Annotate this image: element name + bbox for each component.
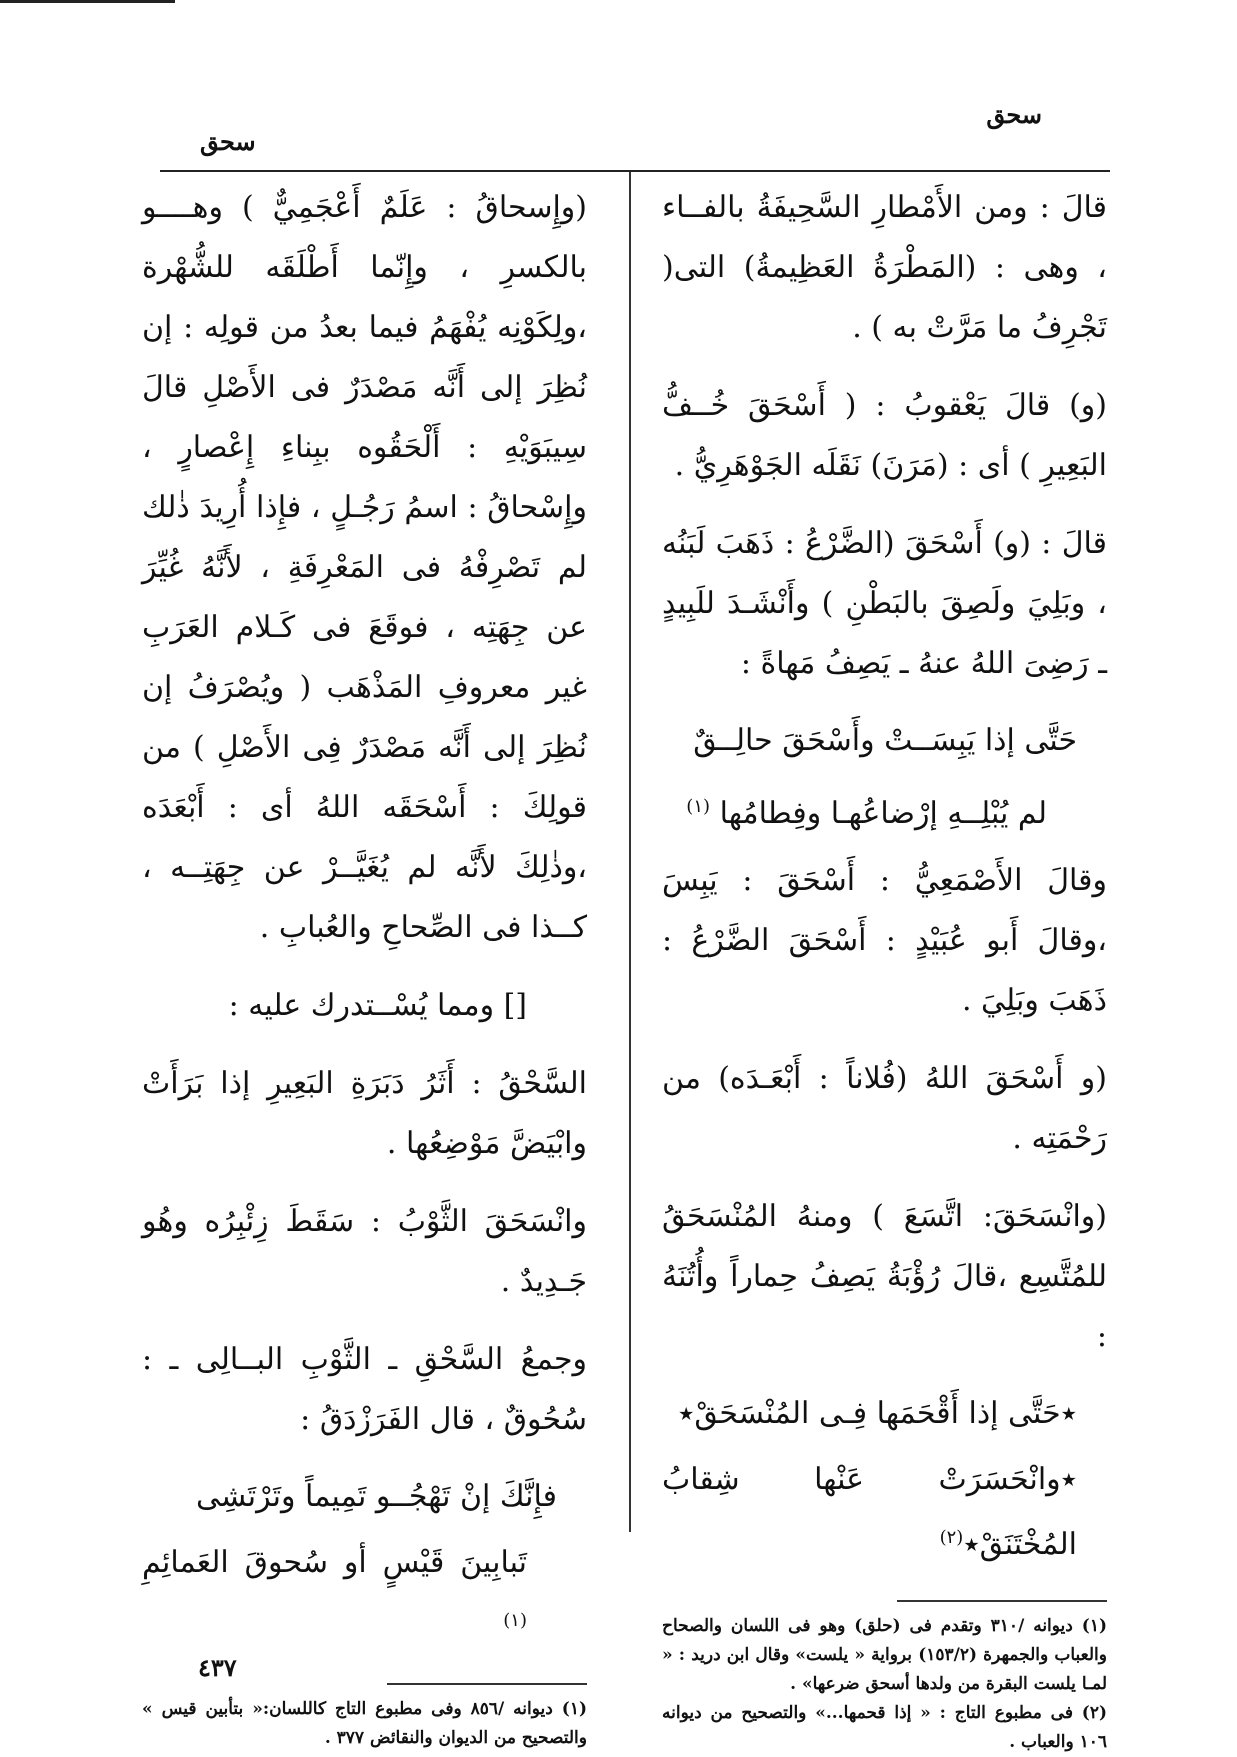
column-divider (629, 172, 631, 1532)
running-head-right: سحق (986, 100, 1042, 129)
page-number: ٤٣٧ (198, 1653, 237, 1682)
running-head-left: سحق (200, 127, 256, 156)
paragraph: (و أَسْحَقَ اللهُ (فُلاناً : أَبْعَـدَه) من رَحْمَتِه . (662, 1061, 1107, 1156)
verse-line: فإِنَّكَ إنْ تَهْجُــو تَمِيماً وتَرْتَشِى (196, 1479, 557, 1514)
footnote: (١) ديوانه /٣١٠ وتقدم فى (حلق) وهو فى اللسان والصحاح والعباب والجمهرة (١٥٣/٢) برواية « يلست» وقال ابن دريد : « لمـا يلست البقرة من ولدها أسحق ضرعها» . (662, 1616, 1107, 1694)
paragraph: وانْسَحَقَ الثَّوْبُ : سَقَطَ زِئْبِرُه وهُو جَـدِيدٌ . (142, 1204, 587, 1299)
header-rule (160, 170, 1110, 172)
verse-text: لم يُبْلِــهِ إرْضاعُهـا وفِطامُها (719, 796, 1047, 831)
verse-line (142, 1534, 587, 1657)
footnote-ref: (١) (503, 1610, 527, 1631)
verse-line: ٭حَتَّى إذا أَقْحَمَها فِـى المُنْسَحَقْ٭ (678, 1396, 1077, 1431)
paragraph: [] ومما يُسْــتدرك عليه : (228, 988, 527, 1023)
right-column (662, 178, 1107, 1757)
verse-line: حَتَّى إذا يَبِسَــتْ وأَسْحَقَ حالِــقٌ (693, 723, 1077, 758)
verse-text: ٭وانْحَسَرَتْ عَنْها شِقابُ المُخْتَنَقْ٭ (662, 1462, 1077, 1562)
paragraph: قالَ : ومن الأَمْطارِ السَّحِيفَةُ بالفــاء ، وهى : (المَطْرَةُ العَظِيمةُ) التى( تَجْرِفُ ما مَرَّتْ به ) . (662, 190, 1107, 345)
footnote-ref: (٢) (939, 1527, 964, 1548)
verse-line (662, 778, 1107, 843)
footnote-rule (897, 1600, 1107, 1602)
paragraph: (وانْسَحَقَ: اتَّسَعَ ) ومنهُ المُنْسَحَقُ للمُتَّسِع ،قالَ رُؤْبَةُ يَصِفُ حِماراً وأُتُنَهُ : (662, 1199, 1107, 1354)
footnote-ref: (١) (686, 796, 711, 817)
left-column (142, 178, 587, 1753)
paragraph: قالَ : (و) أَسْحَقَ (الضَّرْعُ : ذَهَبَ لَبَنُه ، وبَلِيَ ولَصِقَ بالبَطْنِ ) وأَنْشَـدَ للَبِيدٍ ـ رَضِىَ اللهُ عنهُ ـ يَصِفُ مَهاةً : (662, 526, 1107, 681)
footnote: (٢) فى مطبوع التاج : « إذا قحمها...» والتصحيح من ديوانه ١٠٦ والعباب . (662, 1703, 1107, 1752)
paragraph: (وإِسحاقُ : عَلَمٌ أَعْجَمِيٌّ ) وهــــو بالكسرِ ، وإِنّما أَطْلَقَه للشُّهْرة ،ولِكَوْنِه يُفْهَمُ فيما بعدُ من قولِه : إن نُظِرَ إلى أَنَّه مَصْدَرٌ فى الأَصْلِ قالَ سِيبَوَيْهِ : أَلْحَقُوه ببِناءِ إِعْصارٍ ، وإِسْحاقُ : اسمُ رَجُـلٍ ، فإِذا أُرِيدَ ذٰلك لم تَصْرِفْهُ فى المَعْرِفَةِ ، لأَنَّهُ غُيِّرَ عن جِهَتِه ، فوقَعَ فى كَـلام العَرَبِ غير معروفِ المَذْهَب ( ويُصْرَفُ إن نُظِرَ إلى أَنَّه مَصْدَرٌ فِى الأَصْلِ ) من قولِكَ : أَسْحَقَه اللهُ أى : أَبْعَدَه ،وذٰلِكَ لأَنَّه لم يُغَيَّــرْ عن جِهَتِــه ، كــذا فى الصِّحاحِ والعُبابِ . (142, 190, 587, 945)
paragraph: (و) قالَ يَعْقوبُ : ( أَسْحَقَ خُــفُّ البَعِيرِ ) أى : (مَرَنَ) نَقَلَه الجَوْهَرِيُّ . (662, 388, 1107, 483)
footnote: (١) ديوانه /٨٥٦ وفى مطبوع التاج كاللسان:« بتأبين قيس » والتصحيح من الديوان والنقائض ٣٧٧ . (142, 1699, 587, 1748)
verse-line (662, 1451, 1107, 1574)
verse-text: تَبابِينَ قَيْسٍ أو سُحوقَ العَمائِمِ (142, 1545, 527, 1580)
paragraph: وجمعُ السَّحْقِ ـ الثَّوْبِ البــالِى ـ : سُحُوقٌ ، قال الفَرَزْدَقُ : (142, 1342, 587, 1437)
paragraph: السَّحْقُ : أَثَرُ دَبَرَةِ البَعِيرِ إذا بَرَأَتْ وابْيَضَّ مَوْضِعُها . (142, 1066, 587, 1161)
paragraph: وقالَ الأَصْمَعِيُّ : أَسْحَقَ : يَبِسَ ،وقالَ أَبو عُبَيْدٍ : أَسْحَقَ الضَّرْعُ : ذَهَبَ وبَلِيَ . (662, 863, 1107, 1018)
top-edge-rule (0, 0, 175, 3)
footnote-rule (387, 1683, 587, 1685)
